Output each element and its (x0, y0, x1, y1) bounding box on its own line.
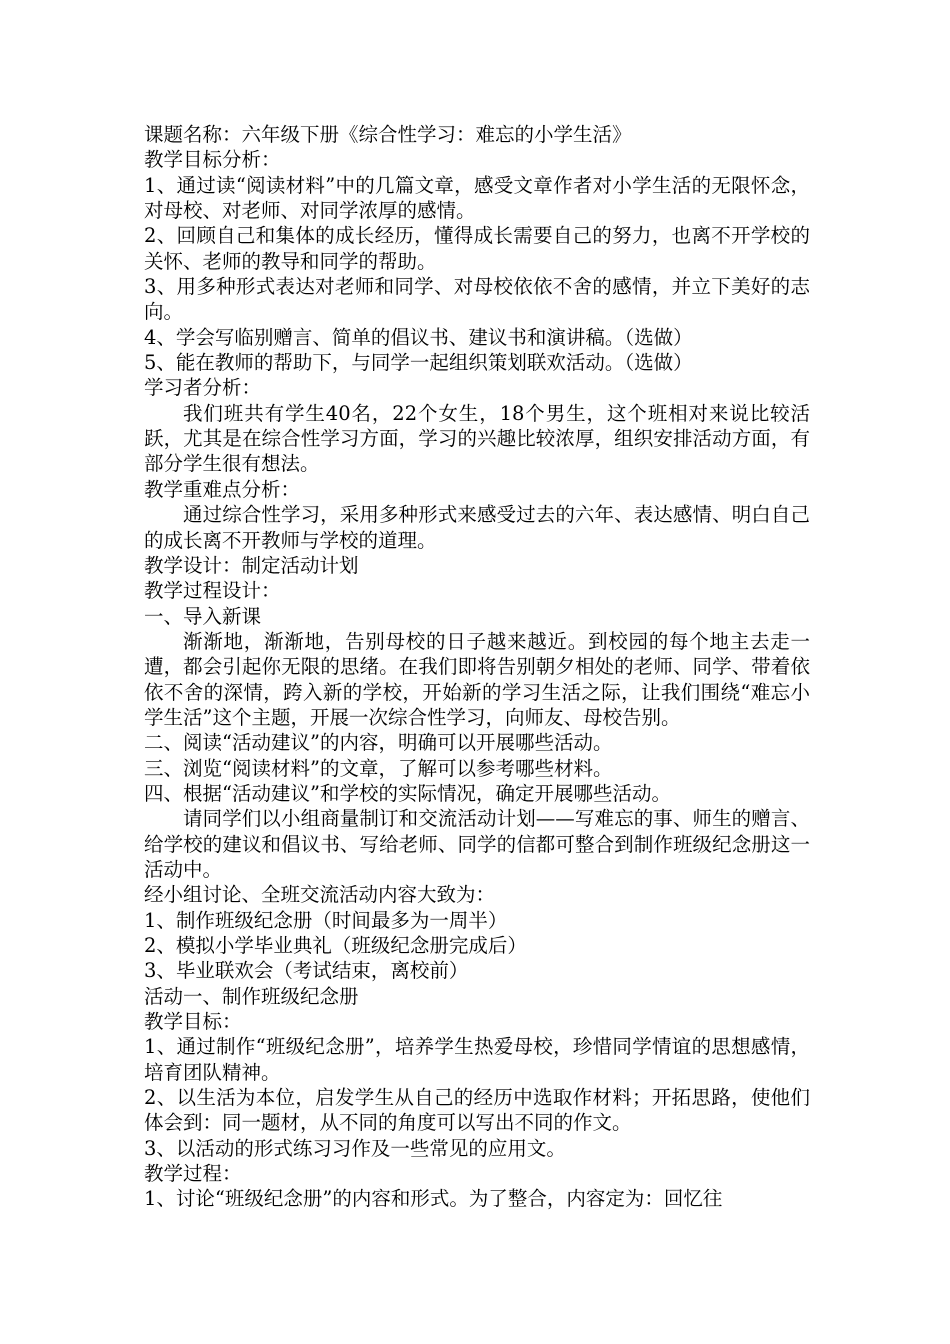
document-title: 课题名称：六年级下册《综合性学习：难忘的小学生活》 (144, 123, 632, 146)
step-paragraph: 渐渐地，渐渐地，告别母校的日子越来越近。到校园的每个地主去走一遭，都会引起你无限的思绪。在我们即将告别朝夕相处的老师、同学、带着依依不舍的深情，跨入新的学校，开始新的学习生活之际，让我们围绕“难忘小学生活”这个主题，开展一次综合性学习，向师友、母校告别。 (144, 629, 810, 729)
step-heading: 三、浏览“阅读材料”的文章，了解可以参考哪些材料。 (144, 756, 613, 780)
step-paragraph: 请同学们以小组商量制订和交流活动计划——写难忘的事、师生的赠言、给学校的建议和倡议书、写给老师、同学的信都可整合到制作班级纪念册这一活动中。 (144, 807, 810, 881)
activity-item: 3、毕业联欢会（考试结束，离校前） (144, 959, 469, 983)
activity1-goals-heading: 教学目标： (144, 1010, 242, 1034)
activity-item: 2、模拟小学毕业典礼（班级纪念册完成后） (144, 934, 527, 957)
goal-item: 2、回顾自己和集体的成长经历，懂得成长需要自己的努力，也离不开学校的关怀、老师的教导和同学的帮助。 (144, 224, 810, 273)
goal-item: 3、用多种形式表达对老师和同学、对母校依依不舍的感情，并立下美好的志向。 (144, 275, 810, 324)
step-heading: 一、导入新课 (144, 604, 262, 628)
summary-heading: 经小组讨论、全班交流活动内容大致为： (144, 883, 496, 907)
goal-item: 5、能在教师的帮助下，与同学一起组织策划联欢活动。（选做） (144, 351, 693, 375)
design-heading: 教学设计：制定活动计划 (144, 553, 359, 577)
learner-paragraph: 我们班共有学生40名，22个女生，18个男生，这个班相对来说比较活跃，尤其是在综合性学习方面，学习的兴趣比较浓厚，组织安排活动方面，有部分学生很有想法。 (144, 401, 810, 476)
step-heading: 四、根据“活动建议”和学校的实际情况，确定开展哪些活动。 (144, 781, 671, 805)
activity-item: 1、制作班级纪念册（时间最多为一周半） (144, 908, 508, 932)
step-heading: 二、阅读“活动建议”的内容，明确可以开展哪些活动。 (144, 731, 613, 755)
activity1-goal-item: 3、以活动的形式练习习作及一些常见的应用文。 (144, 1136, 566, 1160)
activity1-process-heading: 教学过程： (144, 1162, 242, 1186)
document-page (144, 122, 810, 1212)
activity1-heading: 活动一、制作班级纪念册 (144, 984, 359, 1008)
key-points-paragraph: 通过综合性学习，采用多种形式来感受过去的六年、表达感情、明白自己的成长离不开教师与学校的道理。 (144, 503, 810, 552)
goal-item: 4、学会写临别赠言、简单的倡议书、建议书和演讲稿。（选做） (144, 325, 693, 349)
goals-heading: 教学目标分析： (144, 148, 281, 172)
key-points-heading: 教学重难点分析： (144, 477, 301, 501)
activity1-process-paragraph: 1、讨论“班级纪念册”的内容和形式。为了整合，内容定为：回忆往 (144, 1187, 723, 1211)
process-heading: 教学过程设计： (144, 579, 281, 603)
learner-heading: 学习者分析： (144, 376, 262, 400)
activity1-goal-item: 1、通过制作“班级纪念册”，培养学生热爱母校，珍惜同学情谊的思想感情，培育团队精神。 (144, 1035, 810, 1084)
activity1-goal-item: 2、以生活为本位，启发学生从自己的经历中选取作材料；开拓思路，使他们体会到：同一题材，从不同的角度可以写出不同的作文。 (144, 1086, 810, 1135)
goal-item: 1、通过读“阅读材料”中的几篇文章，感受文章作者对小学生活的无限怀念，对母校、对老师、对同学浓厚的感情。 (144, 173, 810, 223)
